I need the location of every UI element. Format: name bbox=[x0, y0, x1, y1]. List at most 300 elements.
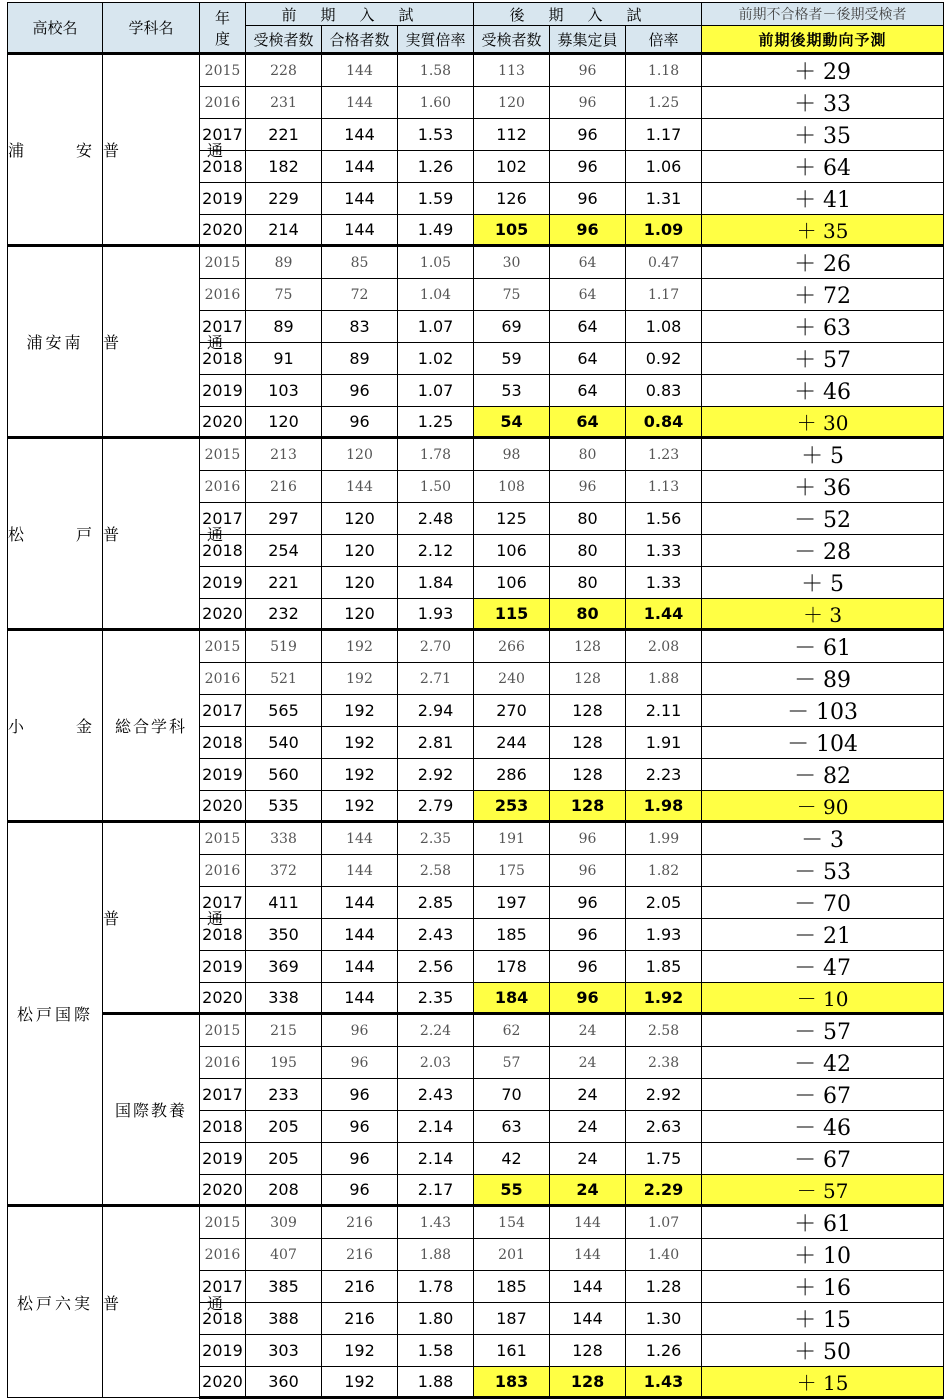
zenki-ratio-cell: 2.92 bbox=[398, 759, 474, 791]
prediction-cell: － 70 bbox=[702, 887, 944, 919]
zenki-examinees-cell: 309 bbox=[246, 1206, 322, 1239]
zenki-examinees-cell: 229 bbox=[246, 183, 322, 215]
zenki-ratio-cell: 2.70 bbox=[398, 630, 474, 663]
kouki-capacity-cell: 128 bbox=[550, 727, 626, 759]
zenki-passed-cell: 120 bbox=[322, 599, 398, 630]
kouki-examinees-cell: 108 bbox=[474, 471, 550, 503]
kouki-capacity-cell: 24 bbox=[550, 1175, 626, 1206]
kouki-ratio-cell: 1.09 bbox=[626, 215, 702, 246]
zenki-passed-cell: 96 bbox=[322, 1047, 398, 1079]
zenki-ratio-cell: 2.14 bbox=[398, 1143, 474, 1175]
zenki-passed-cell: 192 bbox=[322, 695, 398, 727]
header-sub-b: 合格者数 bbox=[322, 26, 398, 54]
header-pred-top: 前期不合格者－後期受検者 bbox=[702, 3, 944, 26]
school-name-cell: 浦安南 bbox=[8, 246, 103, 438]
prediction-cell: ＋ 64 bbox=[702, 151, 944, 183]
kouki-ratio-cell: 1.33 bbox=[626, 535, 702, 567]
table-row bbox=[8, 54, 944, 87]
prediction-cell: － 3 bbox=[702, 822, 944, 855]
kouki-examinees-cell: 185 bbox=[474, 1271, 550, 1303]
zenki-ratio-cell: 2.48 bbox=[398, 503, 474, 535]
year-cell: 2018 bbox=[200, 151, 246, 183]
kouki-capacity-cell: 128 bbox=[550, 759, 626, 791]
year-cell: 2016 bbox=[200, 1047, 246, 1079]
kouki-ratio-cell: 0.92 bbox=[626, 343, 702, 375]
zenki-ratio-cell: 2.35 bbox=[398, 983, 474, 1014]
year-cell: 2015 bbox=[200, 54, 246, 87]
year-cell: 2017 bbox=[200, 119, 246, 151]
kouki-examinees-cell: 161 bbox=[474, 1335, 550, 1367]
kouki-ratio-cell: 1.75 bbox=[626, 1143, 702, 1175]
year-cell: 2016 bbox=[200, 855, 246, 887]
zenki-passed-cell: 192 bbox=[322, 1335, 398, 1367]
prediction-cell: ＋ 33 bbox=[702, 87, 944, 119]
prediction-cell: － 103 bbox=[702, 695, 944, 727]
zenki-ratio-cell: 1.78 bbox=[398, 1271, 474, 1303]
zenki-examinees-cell: 221 bbox=[246, 567, 322, 599]
kouki-capacity-cell: 24 bbox=[550, 1014, 626, 1047]
header-year: 年度 bbox=[200, 3, 246, 54]
kouki-examinees-cell: 183 bbox=[474, 1367, 550, 1398]
kouki-examinees-cell: 70 bbox=[474, 1079, 550, 1111]
zenki-ratio-cell: 1.58 bbox=[398, 1335, 474, 1367]
zenki-examinees-cell: 103 bbox=[246, 375, 322, 407]
prediction-cell: ＋ 35 bbox=[702, 119, 944, 151]
kouki-ratio-cell: 2.92 bbox=[626, 1079, 702, 1111]
zenki-passed-cell: 144 bbox=[322, 215, 398, 246]
year-cell: 2018 bbox=[200, 343, 246, 375]
kouki-capacity-cell: 80 bbox=[550, 503, 626, 535]
kouki-examinees-cell: 185 bbox=[474, 919, 550, 951]
kouki-examinees-cell: 201 bbox=[474, 1239, 550, 1271]
kouki-capacity-cell: 24 bbox=[550, 1143, 626, 1175]
zenki-examinees-cell: 565 bbox=[246, 695, 322, 727]
year-cell: 2019 bbox=[200, 375, 246, 407]
zenki-passed-cell: 216 bbox=[322, 1271, 398, 1303]
zenki-passed-cell: 216 bbox=[322, 1303, 398, 1335]
prediction-cell: ＋ 35 bbox=[702, 215, 944, 246]
kouki-examinees-cell: 270 bbox=[474, 695, 550, 727]
kouki-capacity-cell: 144 bbox=[550, 1239, 626, 1271]
year-cell: 2017 bbox=[200, 311, 246, 343]
zenki-examinees-cell: 91 bbox=[246, 343, 322, 375]
prediction-cell: ＋ 50 bbox=[702, 1335, 944, 1367]
prediction-cell: ＋ 5 bbox=[702, 438, 944, 471]
header-sub-f: 倍率 bbox=[626, 26, 702, 54]
year-cell: 2020 bbox=[200, 1175, 246, 1206]
year-cell: 2015 bbox=[200, 246, 246, 279]
kouki-capacity-cell: 96 bbox=[550, 919, 626, 951]
prediction-cell: ＋ 29 bbox=[702, 54, 944, 87]
table-row bbox=[8, 822, 944, 855]
prediction-cell: ＋ 46 bbox=[702, 375, 944, 407]
exam-results-table bbox=[7, 2, 944, 1399]
kouki-ratio-cell: 1.17 bbox=[626, 279, 702, 311]
zenki-examinees-cell: 89 bbox=[246, 246, 322, 279]
kouki-capacity-cell: 64 bbox=[550, 343, 626, 375]
kouki-capacity-cell: 96 bbox=[550, 119, 626, 151]
kouki-ratio-cell: 2.05 bbox=[626, 887, 702, 919]
kouki-capacity-cell: 96 bbox=[550, 471, 626, 503]
zenki-passed-cell: 192 bbox=[322, 1367, 398, 1398]
zenki-passed-cell: 216 bbox=[322, 1239, 398, 1271]
header-zenki: 前期入試 bbox=[246, 3, 474, 26]
zenki-ratio-cell: 2.81 bbox=[398, 727, 474, 759]
prediction-cell: ＋ 15 bbox=[702, 1367, 944, 1398]
year-cell: 2015 bbox=[200, 1206, 246, 1239]
zenki-examinees-cell: 560 bbox=[246, 759, 322, 791]
kouki-examinees-cell: 59 bbox=[474, 343, 550, 375]
prediction-cell: ＋ 5 bbox=[702, 567, 944, 599]
kouki-capacity-cell: 144 bbox=[550, 1271, 626, 1303]
zenki-ratio-cell: 2.24 bbox=[398, 1014, 474, 1047]
prediction-cell: － 57 bbox=[702, 1175, 944, 1206]
kouki-capacity-cell: 96 bbox=[550, 151, 626, 183]
zenki-examinees-cell: 215 bbox=[246, 1014, 322, 1047]
kouki-capacity-cell: 128 bbox=[550, 1367, 626, 1398]
year-cell: 2015 bbox=[200, 630, 246, 663]
dept-name-cell: 普 通 bbox=[103, 438, 200, 630]
zenki-ratio-cell: 2.35 bbox=[398, 822, 474, 855]
kouki-capacity-cell: 144 bbox=[550, 1303, 626, 1335]
year-cell: 2017 bbox=[200, 503, 246, 535]
prediction-cell: － 46 bbox=[702, 1111, 944, 1143]
zenki-examinees-cell: 338 bbox=[246, 822, 322, 855]
kouki-examinees-cell: 187 bbox=[474, 1303, 550, 1335]
zenki-examinees-cell: 360 bbox=[246, 1367, 322, 1398]
kouki-ratio-cell: 2.29 bbox=[626, 1175, 702, 1206]
kouki-ratio-cell: 1.26 bbox=[626, 1335, 702, 1367]
kouki-examinees-cell: 69 bbox=[474, 311, 550, 343]
prediction-cell: ＋ 30 bbox=[702, 407, 944, 438]
prediction-cell: － 67 bbox=[702, 1143, 944, 1175]
zenki-passed-cell: 216 bbox=[322, 1206, 398, 1239]
kouki-examinees-cell: 253 bbox=[474, 791, 550, 822]
zenki-passed-cell: 144 bbox=[322, 119, 398, 151]
kouki-capacity-cell: 128 bbox=[550, 1335, 626, 1367]
kouki-ratio-cell: 1.07 bbox=[626, 1206, 702, 1239]
zenki-passed-cell: 144 bbox=[322, 951, 398, 983]
prediction-cell: － 90 bbox=[702, 791, 944, 822]
kouki-examinees-cell: 55 bbox=[474, 1175, 550, 1206]
prediction-cell: ＋ 63 bbox=[702, 311, 944, 343]
kouki-examinees-cell: 154 bbox=[474, 1206, 550, 1239]
school-name-cell: 浦 安 bbox=[8, 54, 103, 246]
zenki-passed-cell: 144 bbox=[322, 471, 398, 503]
zenki-ratio-cell: 2.58 bbox=[398, 855, 474, 887]
zenki-examinees-cell: 350 bbox=[246, 919, 322, 951]
zenki-examinees-cell: 233 bbox=[246, 1079, 322, 1111]
prediction-cell: － 28 bbox=[702, 535, 944, 567]
zenki-examinees-cell: 205 bbox=[246, 1111, 322, 1143]
zenki-ratio-cell: 2.85 bbox=[398, 887, 474, 919]
zenki-ratio-cell: 2.43 bbox=[398, 919, 474, 951]
prediction-cell: － 82 bbox=[702, 759, 944, 791]
zenki-passed-cell: 96 bbox=[322, 1014, 398, 1047]
zenki-ratio-cell: 1.07 bbox=[398, 375, 474, 407]
table-body bbox=[8, 54, 944, 1398]
zenki-examinees-cell: 232 bbox=[246, 599, 322, 630]
year-cell: 2017 bbox=[200, 695, 246, 727]
kouki-examinees-cell: 184 bbox=[474, 983, 550, 1014]
kouki-examinees-cell: 175 bbox=[474, 855, 550, 887]
zenki-passed-cell: 192 bbox=[322, 727, 398, 759]
zenki-passed-cell: 96 bbox=[322, 1143, 398, 1175]
kouki-examinees-cell: 102 bbox=[474, 151, 550, 183]
kouki-capacity-cell: 96 bbox=[550, 822, 626, 855]
zenki-examinees-cell: 120 bbox=[246, 407, 322, 438]
header-sub-d: 受検者数 bbox=[474, 26, 550, 54]
zenki-ratio-cell: 2.94 bbox=[398, 695, 474, 727]
kouki-examinees-cell: 120 bbox=[474, 87, 550, 119]
kouki-capacity-cell: 24 bbox=[550, 1079, 626, 1111]
kouki-examinees-cell: 240 bbox=[474, 663, 550, 695]
kouki-capacity-cell: 64 bbox=[550, 279, 626, 311]
kouki-capacity-cell: 64 bbox=[550, 375, 626, 407]
zenki-passed-cell: 144 bbox=[322, 919, 398, 951]
year-cell: 2019 bbox=[200, 183, 246, 215]
dept-name-cell: 国際教養 bbox=[103, 1014, 200, 1206]
kouki-ratio-cell: 1.31 bbox=[626, 183, 702, 215]
kouki-capacity-cell: 80 bbox=[550, 535, 626, 567]
kouki-examinees-cell: 178 bbox=[474, 951, 550, 983]
prediction-cell: － 53 bbox=[702, 855, 944, 887]
zenki-ratio-cell: 2.71 bbox=[398, 663, 474, 695]
year-cell: 2015 bbox=[200, 1014, 246, 1047]
kouki-ratio-cell: 1.08 bbox=[626, 311, 702, 343]
kouki-examinees-cell: 115 bbox=[474, 599, 550, 630]
kouki-ratio-cell: 1.23 bbox=[626, 438, 702, 471]
kouki-ratio-cell: 1.13 bbox=[626, 471, 702, 503]
zenki-examinees-cell: 75 bbox=[246, 279, 322, 311]
year-cell: 2017 bbox=[200, 1079, 246, 1111]
kouki-capacity-cell: 64 bbox=[550, 407, 626, 438]
kouki-examinees-cell: 112 bbox=[474, 119, 550, 151]
zenki-passed-cell: 89 bbox=[322, 343, 398, 375]
kouki-examinees-cell: 53 bbox=[474, 375, 550, 407]
zenki-ratio-cell: 1.53 bbox=[398, 119, 474, 151]
kouki-examinees-cell: 197 bbox=[474, 887, 550, 919]
zenki-passed-cell: 83 bbox=[322, 311, 398, 343]
kouki-capacity-cell: 64 bbox=[550, 246, 626, 279]
kouki-ratio-cell: 1.92 bbox=[626, 983, 702, 1014]
year-cell: 2019 bbox=[200, 567, 246, 599]
zenki-passed-cell: 144 bbox=[322, 822, 398, 855]
kouki-capacity-cell: 96 bbox=[550, 887, 626, 919]
year-cell: 2020 bbox=[200, 407, 246, 438]
zenki-ratio-cell: 2.79 bbox=[398, 791, 474, 822]
dept-name-cell: 普 通 bbox=[103, 1206, 200, 1398]
kouki-ratio-cell: 0.83 bbox=[626, 375, 702, 407]
year-cell: 2016 bbox=[200, 1239, 246, 1271]
zenki-ratio-cell: 1.43 bbox=[398, 1206, 474, 1239]
zenki-ratio-cell: 1.25 bbox=[398, 407, 474, 438]
kouki-capacity-cell: 128 bbox=[550, 791, 626, 822]
zenki-passed-cell: 192 bbox=[322, 791, 398, 822]
kouki-ratio-cell: 2.08 bbox=[626, 630, 702, 663]
kouki-examinees-cell: 244 bbox=[474, 727, 550, 759]
kouki-capacity-cell: 96 bbox=[550, 54, 626, 87]
kouki-ratio-cell: 2.38 bbox=[626, 1047, 702, 1079]
prediction-cell: － 42 bbox=[702, 1047, 944, 1079]
kouki-examinees-cell: 106 bbox=[474, 535, 550, 567]
prediction-cell: ＋ 26 bbox=[702, 246, 944, 279]
zenki-examinees-cell: 385 bbox=[246, 1271, 322, 1303]
zenki-examinees-cell: 407 bbox=[246, 1239, 322, 1271]
zenki-passed-cell: 192 bbox=[322, 630, 398, 663]
zenki-ratio-cell: 1.84 bbox=[398, 567, 474, 599]
kouki-capacity-cell: 96 bbox=[550, 183, 626, 215]
year-cell: 2018 bbox=[200, 727, 246, 759]
dept-name-cell: 総合学科 bbox=[103, 630, 200, 822]
kouki-examinees-cell: 75 bbox=[474, 279, 550, 311]
kouki-capacity-cell: 80 bbox=[550, 438, 626, 471]
kouki-ratio-cell: 0.84 bbox=[626, 407, 702, 438]
header-pred-title: 前期後期動向予測 bbox=[702, 26, 944, 54]
zenki-examinees-cell: 89 bbox=[246, 311, 322, 343]
zenki-passed-cell: 120 bbox=[322, 567, 398, 599]
kouki-capacity-cell: 128 bbox=[550, 663, 626, 695]
dept-name-cell: 普 通 bbox=[103, 246, 200, 438]
year-cell: 2018 bbox=[200, 919, 246, 951]
zenki-examinees-cell: 535 bbox=[246, 791, 322, 822]
header-dept: 学科名 bbox=[103, 3, 200, 54]
year-cell: 2020 bbox=[200, 215, 246, 246]
zenki-examinees-cell: 521 bbox=[246, 663, 322, 695]
year-cell: 2016 bbox=[200, 471, 246, 503]
year-cell: 2015 bbox=[200, 438, 246, 471]
year-cell: 2016 bbox=[200, 87, 246, 119]
zenki-examinees-cell: 195 bbox=[246, 1047, 322, 1079]
zenki-examinees-cell: 213 bbox=[246, 438, 322, 471]
kouki-capacity-cell: 96 bbox=[550, 855, 626, 887]
school-name-cell: 松戸六実 bbox=[8, 1206, 103, 1398]
kouki-ratio-cell: 1.82 bbox=[626, 855, 702, 887]
prediction-cell: － 104 bbox=[702, 727, 944, 759]
kouki-examinees-cell: 106 bbox=[474, 567, 550, 599]
kouki-examinees-cell: 125 bbox=[474, 503, 550, 535]
prediction-cell: － 52 bbox=[702, 503, 944, 535]
year-cell: 2020 bbox=[200, 983, 246, 1014]
zenki-ratio-cell: 1.05 bbox=[398, 246, 474, 279]
prediction-cell: － 47 bbox=[702, 951, 944, 983]
prediction-cell: ＋ 16 bbox=[702, 1271, 944, 1303]
prediction-cell: ＋ 57 bbox=[702, 343, 944, 375]
zenki-passed-cell: 96 bbox=[322, 375, 398, 407]
zenki-ratio-cell: 2.12 bbox=[398, 535, 474, 567]
zenki-examinees-cell: 297 bbox=[246, 503, 322, 535]
kouki-capacity-cell: 128 bbox=[550, 630, 626, 663]
kouki-ratio-cell: 1.40 bbox=[626, 1239, 702, 1271]
zenki-passed-cell: 120 bbox=[322, 438, 398, 471]
zenki-passed-cell: 192 bbox=[322, 759, 398, 791]
zenki-examinees-cell: 182 bbox=[246, 151, 322, 183]
table-row bbox=[8, 246, 944, 279]
kouki-examinees-cell: 126 bbox=[474, 183, 550, 215]
zenki-ratio-cell: 2.56 bbox=[398, 951, 474, 983]
zenki-examinees-cell: 216 bbox=[246, 471, 322, 503]
kouki-capacity-cell: 96 bbox=[550, 87, 626, 119]
year-cell: 2019 bbox=[200, 951, 246, 983]
zenki-examinees-cell: 519 bbox=[246, 630, 322, 663]
kouki-examinees-cell: 54 bbox=[474, 407, 550, 438]
zenki-examinees-cell: 228 bbox=[246, 54, 322, 87]
zenki-ratio-cell: 2.14 bbox=[398, 1111, 474, 1143]
zenki-passed-cell: 144 bbox=[322, 183, 398, 215]
kouki-ratio-cell: 1.88 bbox=[626, 663, 702, 695]
year-cell: 2018 bbox=[200, 1111, 246, 1143]
kouki-examinees-cell: 63 bbox=[474, 1111, 550, 1143]
zenki-ratio-cell: 1.26 bbox=[398, 151, 474, 183]
zenki-examinees-cell: 205 bbox=[246, 1143, 322, 1175]
zenki-examinees-cell: 372 bbox=[246, 855, 322, 887]
zenki-passed-cell: 96 bbox=[322, 1175, 398, 1206]
prediction-cell: － 10 bbox=[702, 983, 944, 1014]
zenki-examinees-cell: 231 bbox=[246, 87, 322, 119]
header-school: 高校名 bbox=[8, 3, 103, 54]
zenki-ratio-cell: 1.07 bbox=[398, 311, 474, 343]
kouki-capacity-cell: 96 bbox=[550, 983, 626, 1014]
kouki-examinees-cell: 105 bbox=[474, 215, 550, 246]
kouki-ratio-cell: 2.58 bbox=[626, 1014, 702, 1047]
kouki-capacity-cell: 24 bbox=[550, 1111, 626, 1143]
zenki-passed-cell: 120 bbox=[322, 535, 398, 567]
year-cell: 2020 bbox=[200, 599, 246, 630]
kouki-ratio-cell: 1.99 bbox=[626, 822, 702, 855]
kouki-examinees-cell: 98 bbox=[474, 438, 550, 471]
prediction-cell: － 21 bbox=[702, 919, 944, 951]
kouki-ratio-cell: 1.33 bbox=[626, 567, 702, 599]
kouki-examinees-cell: 42 bbox=[474, 1143, 550, 1175]
kouki-ratio-cell: 2.63 bbox=[626, 1111, 702, 1143]
zenki-passed-cell: 144 bbox=[322, 151, 398, 183]
kouki-capacity-cell: 80 bbox=[550, 567, 626, 599]
kouki-ratio-cell: 1.25 bbox=[626, 87, 702, 119]
kouki-capacity-cell: 64 bbox=[550, 311, 626, 343]
zenki-examinees-cell: 303 bbox=[246, 1335, 322, 1367]
zenki-ratio-cell: 1.88 bbox=[398, 1239, 474, 1271]
kouki-capacity-cell: 96 bbox=[550, 951, 626, 983]
year-cell: 2018 bbox=[200, 535, 246, 567]
year-cell: 2016 bbox=[200, 663, 246, 695]
dept-name-cell: 普 通 bbox=[103, 54, 200, 246]
kouki-ratio-cell: 0.47 bbox=[626, 246, 702, 279]
kouki-ratio-cell: 1.28 bbox=[626, 1271, 702, 1303]
year-cell: 2017 bbox=[200, 1271, 246, 1303]
prediction-cell: ＋ 15 bbox=[702, 1303, 944, 1335]
dept-name-cell: 普 通 bbox=[103, 822, 200, 1014]
kouki-ratio-cell: 1.43 bbox=[626, 1367, 702, 1398]
header-sub-a: 受検者数 bbox=[246, 26, 322, 54]
zenki-passed-cell: 144 bbox=[322, 855, 398, 887]
zenki-examinees-cell: 208 bbox=[246, 1175, 322, 1206]
prediction-cell: － 61 bbox=[702, 630, 944, 663]
zenki-passed-cell: 96 bbox=[322, 407, 398, 438]
zenki-ratio-cell: 1.49 bbox=[398, 215, 474, 246]
zenki-passed-cell: 144 bbox=[322, 887, 398, 919]
kouki-ratio-cell: 1.18 bbox=[626, 54, 702, 87]
year-cell: 2017 bbox=[200, 887, 246, 919]
zenki-examinees-cell: 254 bbox=[246, 535, 322, 567]
zenki-passed-cell: 144 bbox=[322, 983, 398, 1014]
prediction-cell: ＋ 10 bbox=[702, 1239, 944, 1271]
kouki-capacity-cell: 96 bbox=[550, 215, 626, 246]
year-cell: 2019 bbox=[200, 1335, 246, 1367]
zenki-examinees-cell: 411 bbox=[246, 887, 322, 919]
prediction-cell: ＋ 41 bbox=[702, 183, 944, 215]
table-row bbox=[8, 1206, 944, 1239]
zenki-passed-cell: 120 bbox=[322, 503, 398, 535]
